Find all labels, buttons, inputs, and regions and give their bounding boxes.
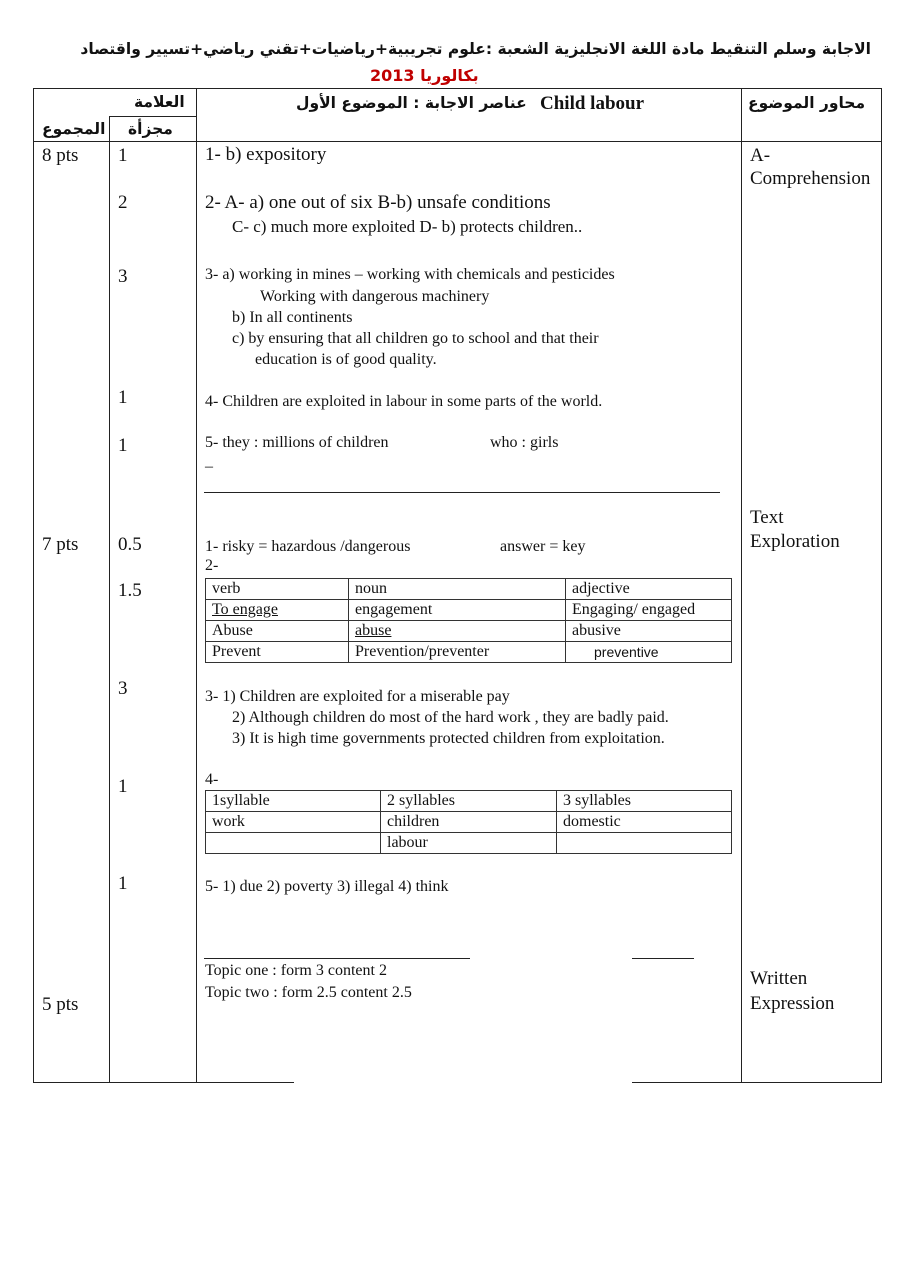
word-formation-table [205, 578, 732, 663]
table-cell: abuse [349, 621, 566, 642]
section-text: Text [750, 507, 784, 528]
table-left-border [33, 88, 34, 1083]
exploration-separator-left [204, 958, 470, 959]
table-right-border [881, 88, 882, 1083]
table-cell: Engaging/ engaged [566, 600, 732, 621]
header-axes: محاور الموضوع [748, 94, 866, 112]
syllables-table [205, 790, 732, 854]
total-comprehension: 8 pts [42, 145, 79, 166]
bottom-border-right [632, 1082, 882, 1083]
partial-c1: 1 [118, 145, 128, 166]
table-cell: noun [349, 579, 566, 600]
table-top-border [33, 88, 882, 89]
comp-q5b: who : girls [490, 434, 559, 451]
partial-c4: 1 [118, 387, 128, 408]
document-title: الاجابة وسلم التنقيط مادة اللغة الانجليزية الشعبة :علوم تجريبية+رياضيات+تقني رياضي+تسيير واقتصاد [80, 40, 871, 58]
bottom-border-left [33, 1082, 294, 1083]
partial-e4: 1 [118, 776, 128, 797]
table-row [206, 833, 732, 854]
table-row [206, 579, 732, 600]
table-cell [557, 833, 732, 854]
partial-e2: 1.5 [118, 580, 142, 601]
exam-year: بكالوريا 2013 [370, 66, 479, 85]
header-bottom-border [33, 141, 882, 142]
partial-e1: 0.5 [118, 534, 142, 555]
comp-q3a: 3- a) working in mines – working with chemicals and pesticides [205, 266, 615, 283]
table-row [206, 791, 732, 812]
section-exploration: Exploration [750, 531, 840, 552]
table-cell: Prevent [206, 642, 349, 663]
section-comprehension: Comprehension [750, 168, 871, 189]
total-written: 5 pts [42, 994, 79, 1015]
table-cell: 2 syllables [381, 791, 557, 812]
partial-c2: 2 [118, 192, 128, 213]
expl-q2: 2- [205, 557, 219, 574]
table-cell: 3 syllables [557, 791, 732, 812]
comp-q3c2: education is of good quality. [255, 351, 437, 368]
table-cell: 1syllable [206, 791, 381, 812]
comprehension-separator [204, 492, 720, 493]
expl-q4: 4- [205, 771, 219, 788]
column-divider-partial [196, 88, 197, 1083]
comp-q1: 1- b) expository [205, 144, 327, 165]
comp-q4: 4- Children are exploited in labour in some parts of the world. [205, 393, 603, 410]
table-row [206, 600, 732, 621]
comp-q2b: C- c) much more exploited D- b) protects children.. [232, 217, 583, 236]
table-row [206, 812, 732, 833]
table-cell: engagement [349, 600, 566, 621]
table-row [206, 642, 732, 663]
table-cell: labour [381, 833, 557, 854]
expl-q1b: answer = key [500, 538, 586, 555]
table-cell: Prevention/preventer [349, 642, 566, 663]
column-divider-axes [741, 88, 742, 1083]
header-partial: مجزأة [128, 120, 173, 138]
table-cell: adjective [566, 579, 732, 600]
expl-q3c: 3) It is high time governments protected children from exploitation. [232, 730, 665, 747]
total-exploration: 7 pts [42, 534, 79, 555]
table-cell: work [206, 812, 381, 833]
partial-c5: 1 [118, 435, 128, 456]
written-topic-one: Topic one : form 3 content 2 [205, 962, 387, 979]
table-cell: domestic [557, 812, 732, 833]
written-topic-two: Topic two : form 2.5 content 2.5 [205, 984, 412, 1001]
section-expression: Expression [750, 993, 835, 1014]
header-answer-elements: عناصر الاجابة : الموضوع الأول [296, 94, 527, 112]
header-total: المجموع [42, 120, 106, 138]
partial-e5: 1 [118, 873, 128, 894]
header-grade: العلامة [134, 93, 185, 111]
section-comprehension-letter: A- [750, 145, 771, 166]
expl-q5: 5- 1) due 2) poverty 3) illegal 4) think [205, 878, 449, 895]
table-cell [206, 833, 381, 854]
comp-q3c: c) by ensuring that all children go to school and that their [232, 330, 599, 347]
comp-q5a: 5- they : millions of children [205, 434, 389, 451]
table-cell: preventive [566, 642, 732, 663]
exploration-separator-right [632, 958, 694, 959]
column-divider-total [109, 116, 110, 1083]
partial-e3: 3 [118, 678, 128, 699]
comp-q3b: b) In all continents [232, 309, 353, 326]
expl-q3b: 2) Although children do most of the hard work , they are badly paid. [232, 709, 669, 726]
comp-q3a2: Working with dangerous machinery [260, 288, 490, 305]
grade-subheader-divider [109, 116, 196, 117]
table-cell: children [381, 812, 557, 833]
table-cell: To engage [206, 600, 349, 621]
partial-c3: 3 [118, 266, 128, 287]
header-topic-title: Child labour [540, 93, 645, 114]
table-cell: verb [206, 579, 349, 600]
section-written: Written [750, 968, 808, 989]
expl-q1a: 1- risky = hazardous /dangerous [205, 538, 411, 555]
table-cell: abusive [566, 621, 732, 642]
comp-q2a: 2- A- a) one out of six B-b) unsafe conditions [205, 192, 551, 213]
comp-dash: – [205, 458, 213, 475]
table-cell: Abuse [206, 621, 349, 642]
expl-q3a: 3- 1) Children are exploited for a miserable pay [205, 688, 510, 705]
table-row [206, 621, 732, 642]
